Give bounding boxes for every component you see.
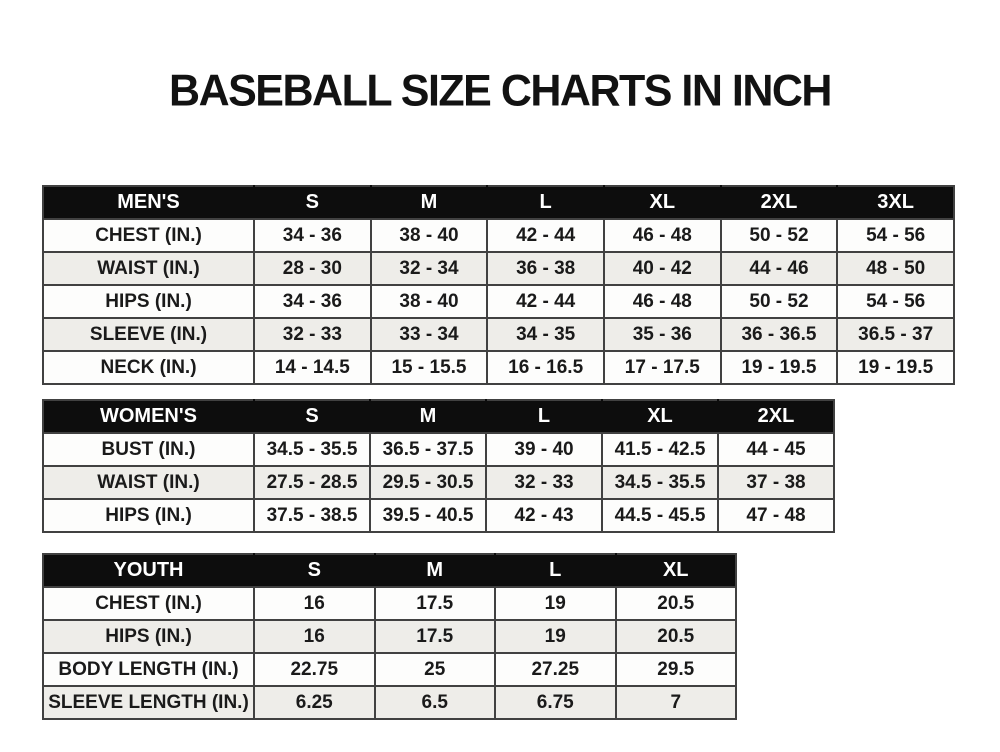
size-value-cell: 19 - 19.5: [721, 351, 838, 384]
size-column-header: XL: [604, 186, 721, 219]
measurement-label-cell: HIPS (IN.): [43, 499, 254, 532]
size-value-cell: 44.5 - 45.5: [602, 499, 718, 532]
youth-size-table-container: [42, 553, 737, 720]
measurement-label-cell: CHEST (IN.): [43, 219, 254, 252]
size-column-header: L: [486, 400, 602, 433]
header-row: [43, 186, 954, 219]
size-value-cell: 34.5 - 35.5: [254, 433, 370, 466]
size-value-cell: 28 - 30: [254, 252, 371, 285]
table-row: [43, 686, 736, 719]
size-column-header: M: [371, 186, 488, 219]
header-row: [43, 400, 834, 433]
table-row: [43, 620, 736, 653]
size-value-cell: 34 - 35: [487, 318, 604, 351]
table-row: [43, 351, 954, 384]
table-row: [43, 433, 834, 466]
size-column-header: XL: [616, 554, 737, 587]
size-value-cell: 39 - 40: [486, 433, 602, 466]
size-value-cell: 46 - 48: [604, 285, 721, 318]
table-title-cell: YOUTH: [43, 554, 254, 587]
size-value-cell: 54 - 56: [837, 219, 954, 252]
mens-size-table-container: [42, 185, 955, 385]
size-value-cell: 19: [495, 620, 616, 653]
measurement-label-cell: NECK (IN.): [43, 351, 254, 384]
size-value-cell: 44 - 45: [718, 433, 834, 466]
size-value-cell: 35 - 36: [604, 318, 721, 351]
size-value-cell: 29.5 - 30.5: [370, 466, 486, 499]
table-row: [43, 587, 736, 620]
size-value-cell: 6.5: [375, 686, 496, 719]
size-column-header: M: [375, 554, 496, 587]
size-value-cell: 42 - 43: [486, 499, 602, 532]
table-row: [43, 653, 736, 686]
measurement-label-cell: HIPS (IN.): [43, 285, 254, 318]
measurement-label-cell: CHEST (IN.): [43, 587, 254, 620]
size-value-cell: 34.5 - 35.5: [602, 466, 718, 499]
youth-size-chart: [42, 553, 737, 720]
size-value-cell: 34 - 36: [254, 219, 371, 252]
size-value-cell: 7: [616, 686, 737, 719]
size-value-cell: 38 - 40: [371, 285, 488, 318]
size-value-cell: 40 - 42: [604, 252, 721, 285]
size-value-cell: 16: [254, 620, 375, 653]
size-value-cell: 50 - 52: [721, 285, 838, 318]
mens-size-chart: [42, 185, 955, 385]
size-value-cell: 32 - 34: [371, 252, 488, 285]
measurement-label-cell: BODY LENGTH (IN.): [43, 653, 254, 686]
size-value-cell: 20.5: [616, 587, 737, 620]
measurement-label-cell: WAIST (IN.): [43, 252, 254, 285]
size-value-cell: 17 - 17.5: [604, 351, 721, 384]
size-value-cell: 15 - 15.5: [371, 351, 488, 384]
size-value-cell: 25: [375, 653, 496, 686]
size-value-cell: 46 - 48: [604, 219, 721, 252]
size-value-cell: 22.75: [254, 653, 375, 686]
size-value-cell: 17.5: [375, 587, 496, 620]
size-value-cell: 36 - 36.5: [721, 318, 838, 351]
table-row: [43, 285, 954, 318]
size-value-cell: 38 - 40: [371, 219, 488, 252]
size-value-cell: 16: [254, 587, 375, 620]
size-value-cell: 37 - 38: [718, 466, 834, 499]
size-value-cell: 36 - 38: [487, 252, 604, 285]
size-value-cell: 39.5 - 40.5: [370, 499, 486, 532]
size-value-cell: 14 - 14.5: [254, 351, 371, 384]
size-value-cell: 42 - 44: [487, 219, 604, 252]
measurement-label-cell: SLEEVE (IN.): [43, 318, 254, 351]
size-value-cell: 48 - 50: [837, 252, 954, 285]
size-value-cell: 37.5 - 38.5: [254, 499, 370, 532]
page-title: BASEBALL SIZE CHARTS IN INCH: [169, 66, 831, 116]
size-value-cell: 36.5 - 37.5: [370, 433, 486, 466]
size-column-header: S: [254, 400, 370, 433]
size-value-cell: 54 - 56: [837, 285, 954, 318]
table-row: [43, 318, 954, 351]
size-column-header: 3XL: [837, 186, 954, 219]
table-title-cell: MEN'S: [43, 186, 254, 219]
size-value-cell: 33 - 34: [371, 318, 488, 351]
size-column-header: 2XL: [721, 186, 838, 219]
measurement-label-cell: BUST (IN.): [43, 433, 254, 466]
size-value-cell: 50 - 52: [721, 219, 838, 252]
size-value-cell: 16 - 16.5: [487, 351, 604, 384]
size-column-header: S: [254, 554, 375, 587]
size-column-header: 2XL: [718, 400, 834, 433]
header-row: [43, 554, 736, 587]
table-row: [43, 466, 834, 499]
size-value-cell: 20.5: [616, 620, 737, 653]
measurement-label-cell: WAIST (IN.): [43, 466, 254, 499]
size-value-cell: 29.5: [616, 653, 737, 686]
table-title-cell: WOMEN'S: [43, 400, 254, 433]
table-row: [43, 219, 954, 252]
size-value-cell: 19 - 19.5: [837, 351, 954, 384]
size-column-header: S: [254, 186, 371, 219]
size-value-cell: 47 - 48: [718, 499, 834, 532]
size-column-header: XL: [602, 400, 718, 433]
size-value-cell: 6.75: [495, 686, 616, 719]
size-value-cell: 36.5 - 37: [837, 318, 954, 351]
size-value-cell: 34 - 36: [254, 285, 371, 318]
table-row: [43, 499, 834, 532]
measurement-label-cell: HIPS (IN.): [43, 620, 254, 653]
size-value-cell: 17.5: [375, 620, 496, 653]
size-value-cell: 6.25: [254, 686, 375, 719]
size-value-cell: 27.25: [495, 653, 616, 686]
size-value-cell: 41.5 - 42.5: [602, 433, 718, 466]
size-value-cell: 32 - 33: [254, 318, 371, 351]
size-value-cell: 19: [495, 587, 616, 620]
size-column-header: L: [487, 186, 604, 219]
size-value-cell: 42 - 44: [487, 285, 604, 318]
size-column-header: M: [370, 400, 486, 433]
size-value-cell: 32 - 33: [486, 466, 602, 499]
size-value-cell: 44 - 46: [721, 252, 838, 285]
womens-size-chart: [42, 399, 835, 533]
womens-size-table-container: [42, 399, 835, 533]
size-column-header: L: [495, 554, 616, 587]
table-row: [43, 252, 954, 285]
size-value-cell: 27.5 - 28.5: [254, 466, 370, 499]
measurement-label-cell: SLEEVE LENGTH (IN.): [43, 686, 254, 719]
